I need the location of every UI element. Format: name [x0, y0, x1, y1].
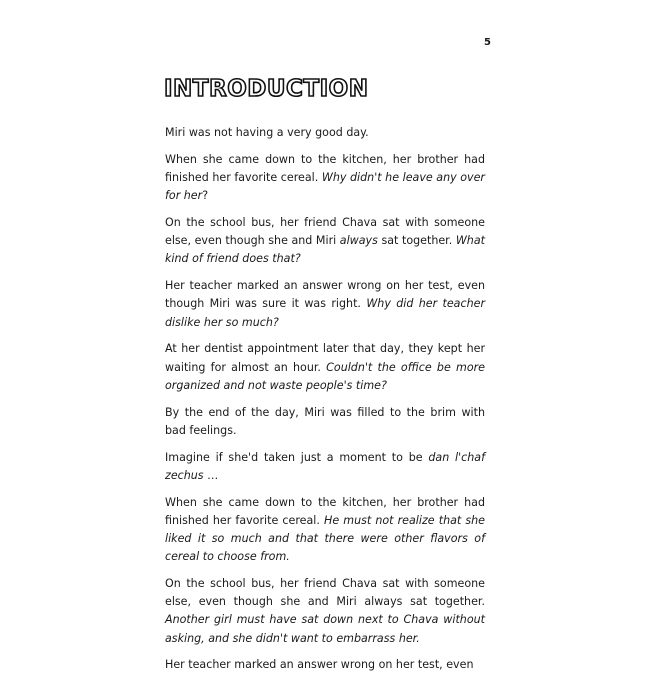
text-run: Her teacher marked an answer wrong on her test, even though Miri was sure it was right. [165, 279, 485, 311]
paragraph [165, 449, 485, 485]
body-text [165, 124, 485, 683]
paragraph [165, 214, 485, 269]
italic-text: Why didn't he leave any over for her [165, 171, 485, 203]
italic-text: He must not realize that she liked it so much and that there were other flavors of cereal to choose from. [165, 513, 485, 564]
italic-text: Couldn't the office be more organized and not waste people's time? [165, 360, 485, 392]
page-number: 5 [484, 37, 491, 48]
italic-text: Another girl must have sat down next to Chava without asking, and she didn't want to embarrass her. [165, 613, 485, 645]
text-run: … [203, 468, 219, 482]
chapter-title: INTRODUCTION [164, 76, 369, 102]
text-run: On the school bus, her friend Chava sat with someone else, even though she and Miri always sat together. [165, 577, 485, 609]
text-run: On the school bus, her friend Chava sat with someone else, even though she and Miri [165, 216, 485, 248]
text-run: When she came down to the kitchen, her brother had finished her favorite cereal. [165, 152, 485, 184]
paragraph [165, 340, 485, 395]
paragraph [165, 277, 485, 332]
paragraph [165, 404, 485, 440]
text-run: By the end of the day, Miri was filled to the brim with bad feelings. [165, 405, 485, 437]
text-run: Miri was not having a very good day. [165, 126, 369, 139]
text-run: ? [202, 189, 209, 203]
italic-text: What kind of friend does that? [165, 234, 485, 266]
italic-text: always [339, 234, 378, 248]
text-run: At her dentist appointment later that day, they kept her waiting for almost an hour. [165, 342, 485, 374]
italic-text: Why did her teacher dislike her so much? [165, 297, 486, 329]
paragraph [165, 151, 485, 206]
paragraph [165, 124, 485, 142]
text-run: sat together. [377, 234, 456, 248]
paragraph [165, 575, 485, 648]
text-run: When she came down to the kitchen, her brother had finished her favorite cereal. [165, 495, 485, 527]
text-run: Imagine if she'd taken just a moment to be [165, 450, 429, 464]
paragraph [165, 494, 485, 567]
paragraph [165, 656, 485, 674]
text-run: Her teacher marked an answer wrong on her test, even [165, 658, 474, 672]
italic-text: dan l'chaf zechus [165, 450, 485, 482]
